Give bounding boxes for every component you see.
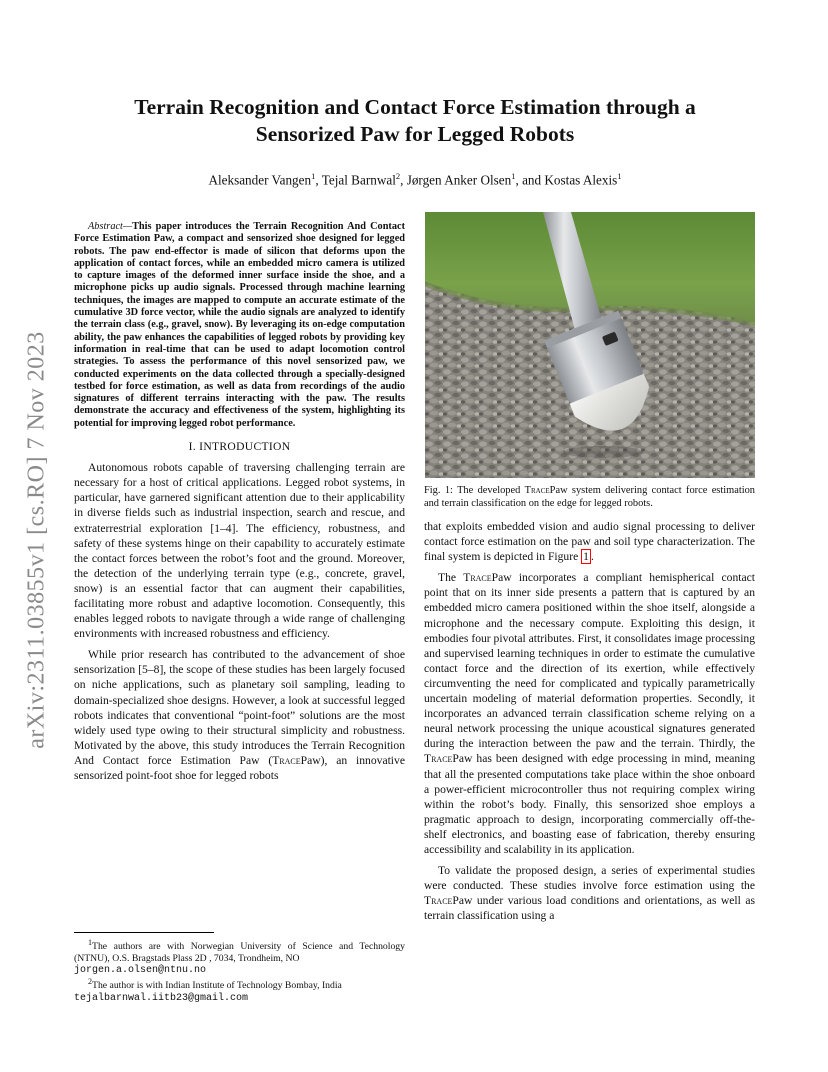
intro-paragraph-2: While prior research has contributed to the advancement of shoe sensorization [5–8], the scope of these studies has been largely focused on niche applications, such as planetary soil sampling, leading to domain-specialized shoe designs. However, a look at successful legged robots indicates that conventional “point-foot” solutions are the most widely used type owing to their structural simplicity and robustness. Motivated by the above, this study introduces the Terrain Recognition And Contact force Estimation Paw (TracePaw), an innovative sensorized point-foot shoe for legged robots	[74, 648, 405, 783]
author-name: Tejal Barnwal	[321, 172, 396, 188]
abstract: Abstract—This paper introduces the Terrain Recognition And Contact Force Estimation Paw, a compact and sensorized shoe designed for legged robots. The paw end-effector is made of silicon that deforms upon the application of contact forces, while an embedded micro camera is utilized to capture images of the deformed inner surface inside the shoe, and a microphone picks up audio signals. Processed through machine learning techniques, the images are mapped to compute an accurate estimate of the cumulative 3D force vector, while the audio signals are analyzed to identify the terrain class (e.g., gravel, snow). By leveraging its on-edge computation ability, the paw enhances the capabilities of legged robots by providing key information in real-time that can be used to adapt locomotion control strategies. To assess the performance of this novel sensorized paw, we conducted experiments on the data collected through a specially-designed testbed for force estimation, as well as data from recordings of the audio signatures of different terrains interacting with the paw. The results demonstrate the accuracy and effectiveness of the system, highlighting its potential for improving legged robot performance.	[74, 221, 405, 429]
figure-1-photo	[425, 212, 755, 478]
tracepaw-name: Trace	[272, 753, 301, 767]
footnote-1: $^1$The authors are with Norwegian University of Science and Technology (NTNU), O.S. Bragstads Plass 2D , 7034, Trondheim, NO jorgen.a.olsen@ntnu.no	[74, 938, 405, 976]
arxiv-identifier: arXiv:2311.03855v1 [cs.RO] 7 Nov 2023	[23, 331, 50, 749]
affiliation-mark: 2	[395, 171, 401, 181]
affiliation-mark: 1	[511, 171, 516, 181]
affiliation-mark: 1	[617, 171, 622, 181]
footnote-2: $^2$The author is with Indian Institute of Technology Bombay, India tejalbarnwal.iitb23@gmail.com	[74, 977, 342, 1004]
abstract-text: This paper introduces the Terrain Recognition And Contact Force Estimation Paw, a compact and sensorized shoe designed for legged robots. The paw end-effector is made of silicon that deforms upon the application of contact forces, while an embedded micro camera is utilized to capture images of the deformed inner surface inside the shoe, and a microphone picks up audio signals. Processed through machine learning techniques, the images are mapped to compute an accurate estimate of the cumulative 3D force vector, while the audio signals are analyzed to identify the terrain class (e.g., gravel, snow). By leveraging its on-edge computation ability, the paw enhances the capabilities of legged robots by providing key information in real-time that can be used to adapt locomotion control strategies. To assess the performance of this novel sensorized paw, we conducted experiments on the data collected through a specially-designed testbed for force estimation, as well as data from recordings of the audio signatures of different terrains interacting with the paw. The results demonstrate the accuracy and effectiveness of the system, highlighting its potential for improving legged robot performance.	[74, 221, 405, 429]
author-name: Aleksander Vangen	[208, 172, 312, 188]
author-name: Kostas Alexis	[544, 172, 618, 188]
email-link[interactable]: jorgen.a.olsen@ntnu.no	[74, 964, 207, 976]
author-list: Aleksander Vangen$^1$, Tejal Barnwal$^2$, Jørgen Anker Olsen$^1$, and Kostas Alexis$^1$	[208, 171, 622, 188]
arxiv-sidebar	[22, 290, 52, 790]
figure-reference-link[interactable]: 1	[583, 550, 589, 564]
abstract-label: Abstract	[88, 221, 123, 232]
intro-paragraph-2-continued: that exploits embedded vision and audio signal processing to deliver contact force estimation on the paw and soil type characterization. The final system is depicted in Figure 1 .	[424, 520, 755, 564]
right-column	[424, 519, 755, 923]
email-link[interactable]: tejalbarnwal.iitb23@gmail.com	[74, 992, 249, 1004]
affiliation-mark: 1	[311, 171, 316, 181]
author-name: Jørgen Anker Olsen	[406, 172, 512, 188]
section-heading: I. INTRODUCTION	[188, 440, 291, 454]
tracepaw-name: Trace	[463, 571, 492, 585]
tracepaw-name: Trace	[424, 752, 453, 766]
paper-title: Terrain Recognition and Contact Force Estimation through a Sensorized Paw for Legged Robots	[134, 95, 696, 146]
left-column	[74, 221, 405, 783]
intro-paragraph-1: Autonomous robots capable of traversing challenging terrain are necessary for a host of critical applications. Legged robot systems, in particular, have garnered significant attention due to their applicability in diverse fields such as industrial inspection, search and rescue, and extraterrestrial exploration [1–4]. The efficiency, robustness, and safety of these systems hinge on their capability to accurately estimate the contact forces between the robot’s foot and the ground. Moreover, the detection of the underlying terrain type (e.g., concrete, gravel, snow) is an essential factor that can augment their capabilities, facilitating more robust and adaptive locomotion. Consequently, this enables legged robots to navigate through a wide range of challenging environments with increased robustness and efficiency.	[74, 461, 405, 641]
figure-1-caption: Fig. 1: The developed TracePaw system delivering contact force estimation and terrain classification on the edge for legged robots.	[424, 485, 755, 509]
tracepaw-name: Trace	[524, 485, 550, 496]
intro-paragraph-3: The TracePaw incorporates a compliant hemispherical contact point that on its inner side presents a pattern that is captured by an embedded micro camera positioned within the shoe itself, alongside a microphone and the necessary compute. Exploiting this design, it embodies four pivotal attributes. First, it consolidates image processing and supervised learning techniques in order to estimate the cumulative contact force and the direction of its exertion, while effectively circumventing the need for complicated and typically parametrically uncertain modeling of material deformation properties. Secondly, it incorporates an advanced terrain classification scheme relying on a neural network processing the unique acoustical signatures generated during the interaction between the paw and the terrain. Thirdly, the TracePaw has been designed with edge processing in mind, meaning that all the presented computations take place within the shoe onboard a power-efficient microcontroller thus not requiring complex wiring within the robot’s body. Finally, this sensorized shoe employs a pragmatic approach to design, incorporating commercially off-the-shelf electronics, and boasting ease of fabrication, thereby ensuring accessibility and scalability in its application.	[424, 571, 756, 856]
paw-photo-illustration	[425, 212, 755, 478]
intro-paragraph-4: To validate the proposed design, a series of experimental studies were conducted. These studies involve force estimation using the TracePaw under various load conditions and orientations, as well as terrain classification using a	[424, 864, 755, 923]
footnote-rule	[74, 932, 214, 933]
footnotes	[74, 932, 405, 1004]
tracepaw-name: Trace	[424, 894, 453, 908]
